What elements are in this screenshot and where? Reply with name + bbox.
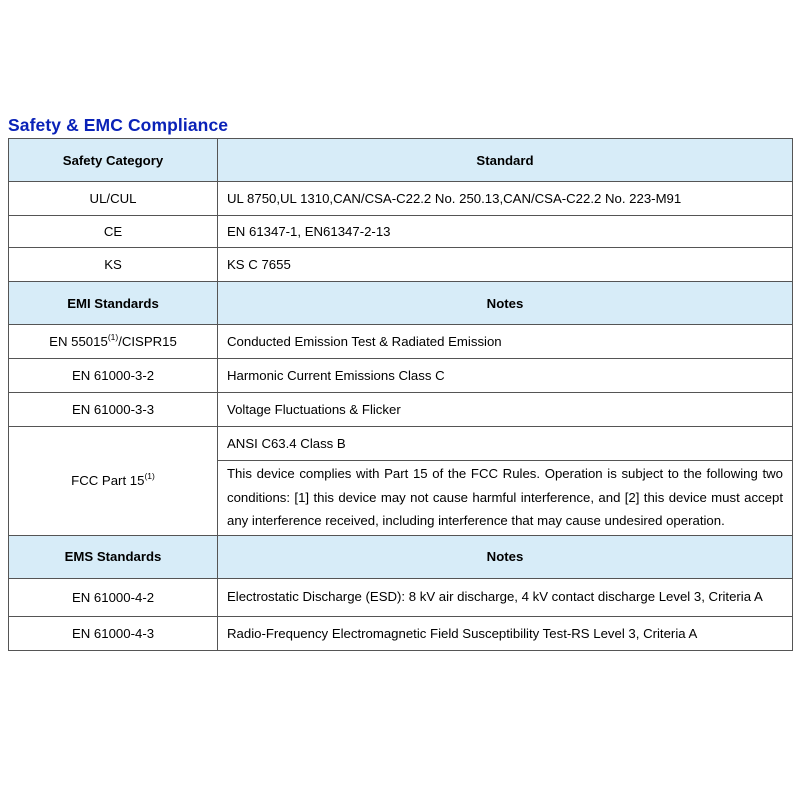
emi-standards-header: EMI Standards (9, 282, 218, 325)
standard-cell: UL 8750,UL 1310,CAN/CSA-C22.2 No. 250.13,CAN/CSA-C22.2 No. 223-M91 (218, 182, 793, 216)
emi-standard-cell: EN 61000-3-3 (9, 393, 218, 427)
ems-standard-cell: EN 61000-4-3 (9, 616, 218, 650)
safety-category-cell: CE (9, 216, 218, 248)
standard-header: Standard (218, 139, 793, 182)
safety-category-header: Safety Category (9, 139, 218, 182)
ems-standards-header: EMS Standards (9, 535, 218, 578)
fcc-note-cell: ANSI C63.4 Class B (218, 427, 793, 461)
standard-name: EN 55015 (49, 334, 108, 349)
safety-header-row (9, 139, 793, 182)
table-row (9, 216, 793, 248)
footnote-marker: (1) (144, 471, 155, 482)
table-row (9, 248, 793, 282)
table-row (9, 325, 793, 359)
ems-note-cell: Radio-Frequency Electromagnetic Field Susceptibility Test-RS Level 3, Criteria A (218, 616, 793, 650)
safety-category-cell: UL/CUL (9, 182, 218, 216)
emi-standard-cell (9, 325, 218, 359)
emi-note-cell: Voltage Fluctuations & Flicker (218, 393, 793, 427)
table-row (9, 427, 793, 461)
emi-standard-cell: EN 61000-3-2 (9, 359, 218, 393)
fcc-statement-cell: This device complies with Part 15 of the FCC Rules. Operation is subject to the following two conditions: [1] this device may not cause harmful interference, and [2] this device must accept any interference received, including interference that may cause undesired operation. (218, 461, 793, 536)
table-row (9, 182, 793, 216)
footnote-marker: (1) (107, 332, 119, 342)
emi-header-row (9, 282, 793, 325)
table-row (9, 393, 793, 427)
ems-note-cell: Electrostatic Discharge (ESD): 8 kV air discharge, 4 kV contact discharge Level 3, Criteria A (218, 578, 793, 616)
standard-cell: EN 61347-1, EN61347-2-13 (218, 216, 793, 248)
standard-name-suffix: /CISPR15 (118, 334, 177, 349)
emi-note-cell: Harmonic Current Emissions Class C (218, 359, 793, 393)
section-title: Safety & EMC Compliance (8, 115, 229, 135)
table-row (9, 578, 793, 616)
ems-standard-cell: EN 61000-4-2 (9, 578, 218, 616)
standard-name: FCC Part 15 (71, 473, 145, 489)
table-row (9, 616, 793, 650)
notes-header: Notes (218, 282, 793, 325)
ems-header-row (9, 535, 793, 578)
safety-category-cell: KS (9, 248, 218, 282)
table-row (9, 359, 793, 393)
notes-header: Notes (218, 535, 793, 578)
standard-cell: KS C 7655 (218, 248, 793, 282)
fcc-standard-cell (9, 427, 218, 536)
compliance-table (8, 138, 793, 651)
emi-note-cell: Conducted Emission Test & Radiated Emission (218, 325, 793, 359)
